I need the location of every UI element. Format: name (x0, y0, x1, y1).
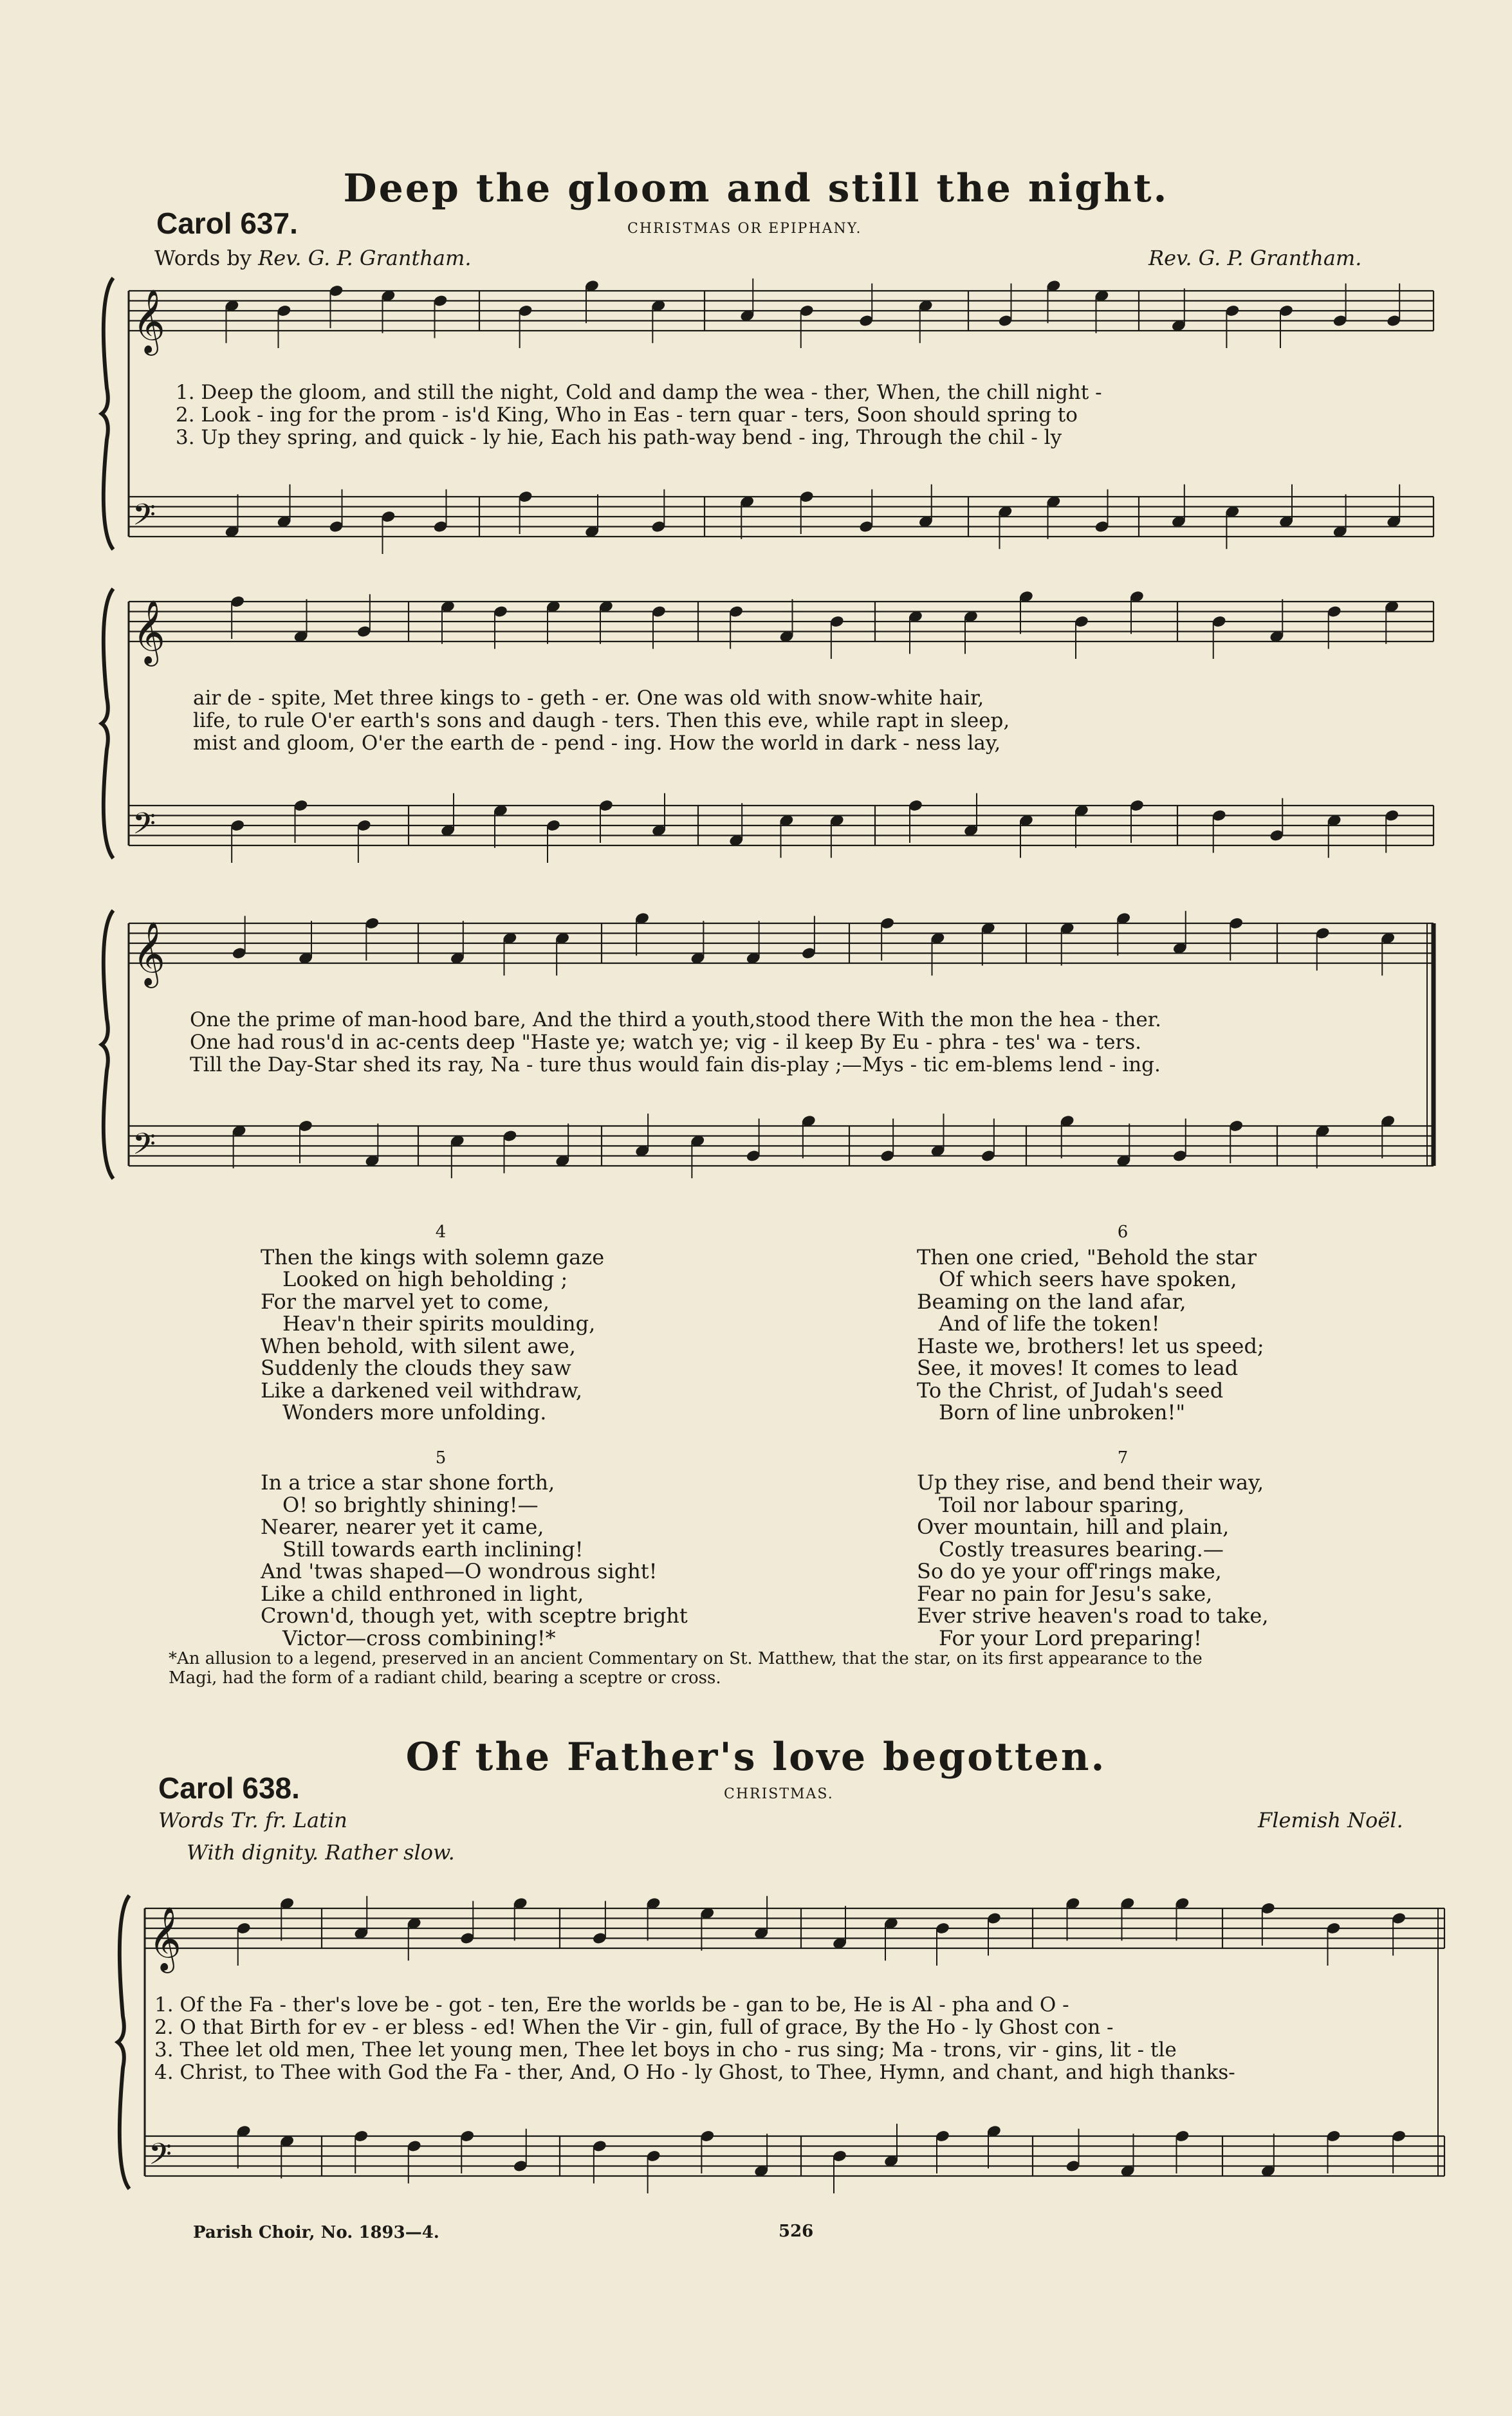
footer-imprint: Parish Choir, No. 1893—4. (193, 2223, 439, 2242)
carol-637-s2-lyric-1: air de - spite, Met three kings to - geth - er. One was old with snow-white hair, (193, 687, 984, 710)
carol-637-music-credit: Rev. G. P. Grantham. (1148, 246, 1362, 270)
verse-line: Haste we, brothers! let us speed; (917, 1333, 1264, 1358)
system-2-bass-clef: 𝄢 (133, 806, 156, 849)
verse-line: Like a child enthroned in light, (261, 1581, 584, 1606)
verse-line: So do ye your off'rings make, (917, 1559, 1222, 1583)
verse-line: Looked on high beholding ; (282, 1267, 568, 1291)
words-by-name: Rev. G. P. Grantham. (258, 246, 472, 270)
verse-line: Fear no pain for Jesu's sake, (917, 1581, 1213, 1606)
carol-637-s2-lyric-3: mist and gloom, O'er the earth de - pend - ing. How the world in dark - ness lay, (193, 732, 1001, 755)
carol-637-s1-lyric-1: 1. Deep the gloom, and still the night, Cold and damp the wea - ther, When, the chill night - (176, 381, 1102, 404)
system-4-treble-clef: 𝄞 (149, 1906, 181, 1971)
carol-637-s1-lyric-2: 2. Look - ing for the prom - is'd King, Who in Eas - tern quar - ters, Soon should spring to (176, 403, 1078, 427)
carol-638-words-credit: Words Tr. fr. Latin (158, 1808, 347, 1832)
carol-638-lyric-1: 1. Of the Fa - ther's love be - got - ten, Ere the worlds be - gan to be, He is Al - pha and O - (154, 1993, 1069, 2016)
verse-line: Born of line unbroken!" (939, 1400, 1186, 1425)
system-4-brace (118, 1895, 129, 2189)
verse-number: 6 (1117, 1222, 1129, 1242)
carol-637-title: Deep the gloom and still the night. (343, 166, 1169, 211)
verse-number: 4 (435, 1222, 447, 1242)
verse-line: Toil nor labour sparing, (939, 1492, 1185, 1517)
system-2-brace (102, 589, 113, 858)
carol-637-s3-lyric-1: One the prime of man-hood bare, And the third a youth,stood there With the mon the hea - ther. (190, 1008, 1161, 1031)
carol-637-s3-lyric-2: One had rous'd in ac-cents deep "Haste ye; watch ye; vig - il keep By Eu - phra - tes' wa - ters. (190, 1031, 1141, 1054)
verse-line: Still towards earth inclining! (282, 1536, 584, 1562)
carol-637-s1-lyric-3: 3. Up they spring, and quick - ly hie, Each his path-way bend - ing, Through the chil - ly (176, 426, 1062, 449)
verse-5 (261, 1447, 688, 1650)
footnote-line-1: *An allusion to a legend, preserved in an ancient Commentary on St. Matthew, that the star, on its first appearance to the (169, 1649, 1203, 1668)
verse-line: Victor—cross combining!* (282, 1625, 556, 1650)
footnote-line-2: Magi, had the form of a radiant child, bearing a sceptre or cross. (169, 1668, 721, 1688)
system-3-treble-clef: 𝄞 (133, 921, 165, 986)
system-1-brace (102, 278, 113, 549)
carol-638-lyric-3: 3. Thee let old men, Thee let young men, Thee let boys in cho - rus sing; Ma - trons, vir - gins, lit - tle (154, 2038, 1177, 2061)
verses-left-column (261, 1221, 688, 1650)
verse-number: 7 (1117, 1448, 1129, 1468)
verse-line: Suddenly the clouds they saw (261, 1356, 571, 1380)
carol-637-s2-lyric-2: life, to rule O'er earth's sons and daugh - ters. Then this eve, while rapt in sleep, (193, 709, 1010, 732)
verse-line: And of life the token! (939, 1311, 1160, 1336)
carol-638-tempo: With dignity. Rather slow. (187, 1840, 455, 1865)
verse-line: Crown'd, though yet, with sceptre bright (261, 1603, 688, 1628)
words-by-prefix: Words by (154, 246, 259, 270)
verse-line: Ever strive heaven's road to take, (917, 1603, 1269, 1628)
verse-line: In a trice a star shone forth, (261, 1470, 555, 1495)
carol-637-footnote (169, 1649, 1203, 1688)
system-4-bass-clef: 𝄢 (149, 2137, 172, 2179)
verse-number: 5 (435, 1448, 447, 1468)
verse-line: Over mountain, hill and plain, (917, 1515, 1230, 1539)
verse-line: For the marvel yet to come, (261, 1289, 549, 1314)
verse-line: Wonders more unfolding. (282, 1400, 547, 1425)
verse-line: Up they rise, and bend their way, (917, 1470, 1264, 1495)
carol-638-lyric-2: 2. O that Birth for ev - er bless - ed! When the Vir - gin, full of grace, By the Ho - ly Ghost con - (154, 2016, 1114, 2039)
verse-line: Then the kings with solemn gaze (261, 1244, 605, 1269)
verse-7 (917, 1447, 1329, 1650)
system-1-treble-clef: 𝄞 (133, 289, 165, 353)
system-2-treble-clef: 𝄞 (133, 600, 165, 664)
verse-line: And 'twas shaped—O wondrous sight! (261, 1559, 658, 1583)
verse-6 (917, 1221, 1329, 1424)
verse-line: Like a darkened veil withdraw, (261, 1378, 582, 1403)
system-1-bass-clef: 𝄢 (133, 497, 156, 540)
verse-line: Nearer, nearer yet it came, (261, 1515, 544, 1539)
verse-line: To the Christ, of Judah's seed (917, 1378, 1224, 1403)
verse-line: Heav'n their spirits moulding, (282, 1311, 596, 1336)
verse-line: See, it moves! It comes to lead (917, 1356, 1239, 1380)
verses-right-column (917, 1221, 1329, 1649)
page-number: 526 (779, 2222, 814, 2241)
carol-637-occasion: CHRISTMAS OR EPIPHANY. (627, 221, 862, 237)
verse-line: Costly treasures bearing.— (939, 1536, 1224, 1562)
carol-638-number: Carol 638. (158, 1771, 300, 1805)
verse-line: Beaming on the land afar, (917, 1289, 1186, 1314)
carol-637-number: Carol 637. (156, 207, 298, 240)
verse-4 (261, 1221, 621, 1424)
carol-638-lyric-4: 4. Christ, to Thee with God the Fa - ther, And, O Ho - ly Ghost, to Thee, Hymn, and chant, and high thanks- (154, 2061, 1235, 2084)
verse-line: Then one cried, "Behold the star (917, 1244, 1257, 1269)
carol-638-title: Of the Father's love begotten. (405, 1735, 1107, 1780)
verse-line: When behold, with silent awe, (261, 1333, 576, 1358)
system-3-bass-clef: 𝄢 (133, 1127, 156, 1169)
verse-line: Of which seers have spoken, (939, 1267, 1237, 1291)
verse-line: For your Lord preparing! (939, 1625, 1202, 1650)
verse-line: O! so brightly shining!— (282, 1492, 539, 1517)
carol-637-s3-lyric-3: Till the Day-Star shed its ray, Na - ture thus would fain dis-play ;—Mys - tic em-blems lend - ing. (190, 1053, 1161, 1076)
carol-638-occasion: CHRISTMAS. (724, 1786, 834, 1802)
system-3-brace (102, 910, 113, 1179)
carol-638-music-credit: Flemish Noël. (1258, 1808, 1403, 1832)
